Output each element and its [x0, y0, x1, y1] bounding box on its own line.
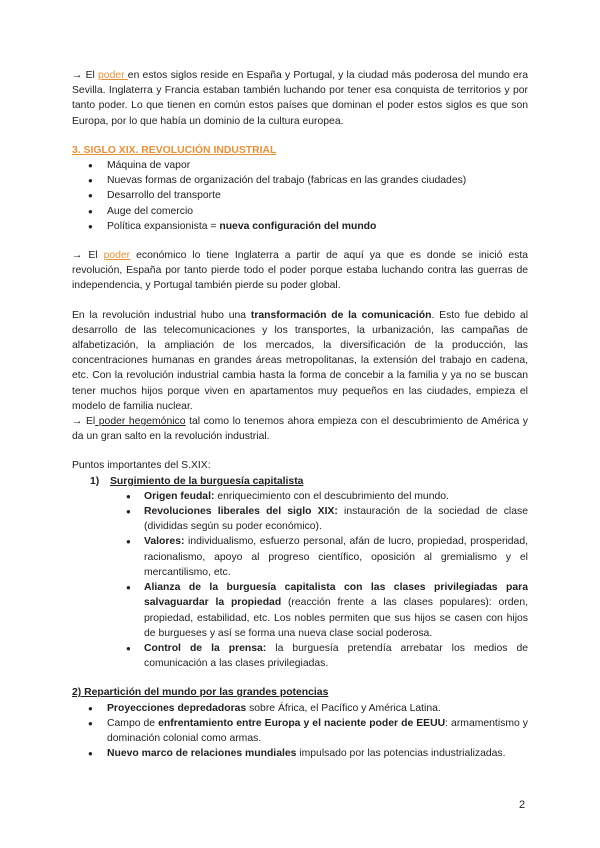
- list-item: [72, 580, 528, 641]
- list-item-text: Campo de: [107, 717, 159, 729]
- list-item-bold: Proyecciones depredadoras: [107, 702, 247, 714]
- list-item-text: sobre África, el Pacífico y América Latina.: [246, 702, 441, 714]
- underlined-text: poder hegemónico: [95, 416, 186, 428]
- list-item-text: : armamentismo y dominación colonial como armas.: [107, 717, 528, 744]
- list-item-text: la burguesía pretendía arrebatar los medios de comunicación a las clases privilegiadas.: [144, 642, 529, 670]
- list-item: ● Desarrollo del transporte: [72, 188, 528, 203]
- list-item-bold: Alianza de la burguesía capitalista con las clases privilegiadas para salvaguardar la propiedad: [144, 582, 528, 609]
- section-heading-reparticion: 2) Repartición del mundo por las grandes potencias: [72, 687, 329, 699]
- bullet-list-revolucion: [72, 158, 528, 234]
- list-item: [72, 219, 528, 234]
- list-item-bold: Valores:: [144, 536, 185, 548]
- bold-text: transformación de la comunicación: [250, 309, 432, 321]
- list-item: [72, 504, 528, 534]
- bullet-list-reparticion: [72, 701, 528, 762]
- section-heading-siglo-xix[interactable]: 3. SIGLO XIX. REVOLUCIÓN INDUSTRIAL: [72, 144, 277, 156]
- poder-link[interactable]: poder: [98, 70, 128, 81]
- paragraph-text: . Esto fue debido al desarrollo de las telecomunicaciones y los transportes, la urbanización, las campañas de alfabetización, la ampliación de los mercados, la diversificación de la producción, las concentraciones humanas en grandes áreas metropolitanas, la extensión del trabajo en cadena, etc. Con la revolución industrial cambia hasta la forma de concebir a la familia y ya no se buscan tener muchos hijos porque viven en apartamentos muy pequeños en las ciudades, empieza el modelo de familia nuclear.: [72, 309, 529, 412]
- arrow-text: → El: [72, 70, 99, 81]
- list-item-bold: Control de la prensa:: [144, 642, 267, 654]
- list-item: [72, 701, 528, 716]
- numbered-heading-text: Surgimiento de la burguesía capitalista: [110, 475, 304, 487]
- list-item-text: impulsado por las potencias industrializadas.: [296, 748, 506, 760]
- list-item-text: instauración de la sociedad de clase (divididas según su poder económico).: [144, 506, 528, 533]
- list-item: ● Auge del comercio: [72, 204, 528, 219]
- arrow-text: → El: [72, 416, 96, 428]
- list-item: ● Máquina de vapor: [72, 158, 528, 173]
- list-item: ● Nuevas formas de organización del trabajo (fabricas en las grandes ciudades): [72, 173, 528, 188]
- numbered-heading-1: [72, 474, 528, 489]
- paragraph-text: en estos siglos reside en España y Portugal, y la ciudad más poderosa del mundo era Sevilla. Inglaterra y Francia estaban también luchando por tener esa conquista de territorios y por tanto poder. Lo que tienen en común estos países que dominan el poder estos siglos es que son Europa, por lo que había un dominio de la cultura europea.: [72, 70, 529, 127]
- list-item-text: (reacción frente a las clases populares): orden, propiedad, estabilidad, etc. Los nobles permiten que sus hijos se casen con hijos de burgueses y así se forma una nueva clase social poderosa.: [144, 597, 528, 639]
- document-page: [72, 68, 528, 761]
- arrow-text: → El: [72, 250, 104, 262]
- bullet-list-burguesia: [72, 489, 528, 671]
- paragraph-power-spain-portugal: [72, 68, 528, 129]
- paragraph-text: económico lo tiene Inglaterra a partir de aquí ya que es donde se inició esta revolución, España por tanto pierde todo el poder porque estaba luchando contra las guerras de independencia, y Portugal también pierde su poder global.: [72, 250, 528, 292]
- list-item: [72, 746, 528, 761]
- poder-link[interactable]: poder: [103, 250, 131, 262]
- list-item-bold: enfrentamiento entre Europa y el naciente poder de EEUU: [158, 717, 446, 729]
- list-item-text: Política expansionista =: [107, 220, 220, 232]
- paragraph-text: En la revolución industrial hubo una: [72, 309, 251, 321]
- list-item-text: enriquecimiento con el descubrimiento del mundo.: [214, 490, 449, 502]
- list-item: [72, 641, 528, 671]
- list-item-bold: Nuevo marco de relaciones mundiales: [107, 748, 297, 760]
- list-item: [72, 489, 528, 504]
- list-item-bold: nueva configuración del mundo: [219, 220, 377, 232]
- paragraph-text: tal como lo tenemos ahora empieza con el descubrimiento de América y da un gran salto en la revolución industrial.: [72, 416, 528, 443]
- page-number: 2: [519, 799, 526, 811]
- number-label: 1): [90, 475, 100, 487]
- list-item-bold: Origen feudal:: [144, 490, 215, 502]
- list-item-text: individualismo, esfuerzo personal, afán de lucro, propiedad, prosperidad, racionalismo, apoyo al progreso científico, oposición al gremialismo y el mercantilismo, etc.: [144, 536, 528, 578]
- list-item-bold: Revoluciones liberales del siglo XIX:: [144, 506, 338, 518]
- paragraph-hegemonic-power: [72, 414, 528, 444]
- list-item: [72, 534, 528, 580]
- list-item: [72, 716, 528, 746]
- puntos-intro: Puntos importantes del S.XIX:: [72, 460, 211, 472]
- paragraph-communication: [72, 308, 528, 414]
- paragraph-power-england: [72, 248, 528, 294]
